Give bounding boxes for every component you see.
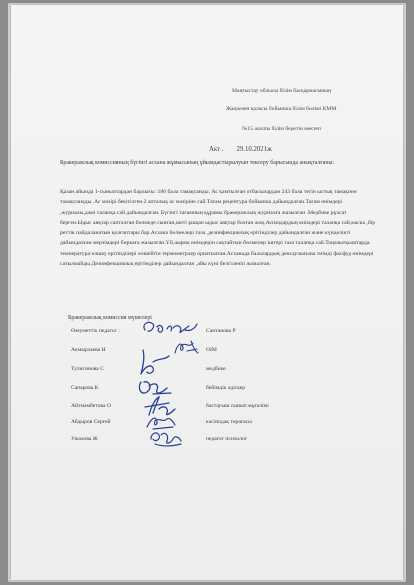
org-line-1: Маңғыстау облысы білім басқармасының bbox=[232, 88, 331, 94]
act-label: Акт . bbox=[209, 146, 224, 153]
member-role: Саитанова Р bbox=[206, 328, 236, 334]
member-role: бастауыш сынып мұғалімі bbox=[206, 403, 269, 409]
act-date: 29.10.2021ж bbox=[236, 146, 272, 153]
intro-paragraph: Бракеражлық комиссияның бүгінгі асхана жұмысының ұйымдастырылуын тексеру барысында анықталғаны: bbox=[60, 160, 335, 166]
member-role: кәсіподақ төрағасы bbox=[206, 419, 252, 425]
member-role: бейімдік әдіскер bbox=[206, 385, 246, 391]
member-name: Акмырзаева Н bbox=[71, 347, 106, 353]
member-name: Абдыров Сергей bbox=[71, 419, 111, 425]
member-row bbox=[11, 328, 403, 340]
member-role: ОІМ bbox=[206, 347, 217, 353]
members-title: Бракеражлық комиссия мүшелері bbox=[68, 315, 152, 321]
member-row bbox=[11, 347, 403, 359]
member-role: медбике bbox=[206, 366, 226, 372]
member-name: Өзеуметтік педагог : bbox=[71, 328, 120, 334]
member-name: Айтмамбетова О bbox=[71, 403, 111, 409]
member-row bbox=[11, 366, 403, 378]
org-line-2: Жаңаөзен қаласы бойынша білім бөлімі КММ bbox=[226, 106, 337, 112]
act-title bbox=[209, 146, 272, 153]
member-name: Ужахова Ж bbox=[71, 436, 98, 442]
member-name: Тулисинова С bbox=[71, 366, 104, 372]
org-line-3: №15 жалпы білім беретін мектеп bbox=[242, 126, 321, 132]
member-row bbox=[11, 436, 403, 448]
member-row bbox=[11, 385, 403, 397]
member-row bbox=[11, 419, 403, 431]
body-paragraph: Қазан айында 1-сыныптардан барлығы :186 бала тамақтанды. Ас қамтылған отбасылардан 243 бала тегін ыстық тамақпен тамақтанады .Ас мәзірі бекітілген.2 апталық ас мәзіріне сай.Тағам рецептура бойынша дайындалған.Тағам өнімдері ,журналы,дәмі талапқа сай дайындалған. Бүгінгі тағамның құрамы бракеражлық журналға жазылған .Медбике рұхсат берген.Ыдыс аяқтар сапталған бөлмеде сынған,шеті ұшқан ыдыс аяқтар болған жоқ.Аспаздардың киімдері талапқа сай,маска ,бір реттік пайдаланатын қолғаптары бар.Асхана бөлмелері таза ,дезинфекциялық ерітінділер дайындалған және күнделікті дайындалған мерзімдері биркаға жазылған.Үй,жарма өнімдерін сақтайтын бөлмелер іштері таза талапқа сай.Тоңазытқыштарда температура өлшеу ерітінділері өлшейтін термометрлер орнатылған.Асханада балалардың денсаулығына тиімді фасфуд өнімдері сатылмайды.Дезинфекциялық ерітінділер дайындалған ,айы күні белгіленіп жазылған. bbox=[60, 189, 376, 268]
member-row bbox=[11, 403, 403, 415]
signature-2 bbox=[171, 337, 201, 357]
member-name: Сапарова К bbox=[71, 385, 99, 391]
signature-1 bbox=[139, 318, 199, 338]
member-role: педагог психолог bbox=[206, 436, 248, 442]
signature-7 bbox=[147, 427, 185, 449]
document-page bbox=[11, 5, 403, 580]
